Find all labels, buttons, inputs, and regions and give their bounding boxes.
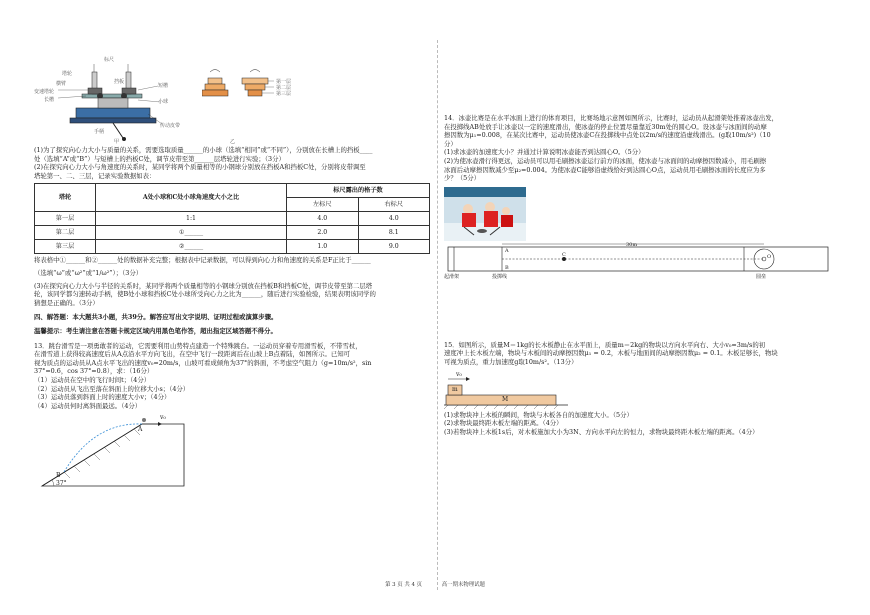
q12-line5: 将表格中①______和②______处的数据补充完整；根据表中记录数据，可以得到向心力和角速度的关系是F正比于______ — [34, 256, 371, 265]
table-cell: 4.0 — [358, 212, 430, 226]
q14-sub2a: (2)为使冰壶滑行得更远，运动员可以用毛刷擦冰壶运行前方的冰面，使冰壶与冰面间的动摩擦因数减小，用毛刷擦 — [444, 156, 767, 165]
track-label-A: A — [505, 247, 509, 254]
track-label-B: B — [505, 264, 509, 271]
table-header-right: 右标尺 — [358, 198, 430, 212]
q15-line2: 速度冲上长木板左端，物块与木板间的动摩擦因数μ₁ = 0.2，木板与地面间的动摩擦因数μ₂ = 0.1。木板足够长，物块 — [444, 349, 778, 358]
figure-label-biaochi: 标尺 — [104, 57, 115, 63]
board-label-M: M — [502, 395, 509, 403]
q14-line4: 分） — [444, 139, 457, 148]
curling-track-figure — [444, 241, 840, 281]
q12-line8: 轮，该同学都匀速转动手柄，使B处小球和挡板C处小球所受向心力之比为______，随后进行实验检验，结果表明该同学的 — [34, 290, 376, 299]
q13-sub3: （3）运动员落到斜面上时的速度大小v；（4分） — [34, 393, 171, 402]
tower-label-2: 第二层 — [276, 85, 292, 91]
q12-line9: 猜想是正确的。（3分） — [34, 298, 99, 307]
figure-label-duancao: 短槽 — [158, 83, 169, 89]
footer-page-number: 第 3 页 共 4 页 — [385, 582, 423, 588]
q13-sub1: （1）运动员在空中的飞行时间t；（4分） — [34, 375, 151, 384]
q13-sub2: （2）运动员从飞出至落在斜面上的位移大小s；（4分） — [34, 384, 190, 393]
figure-label-changcao: 长槽 — [44, 97, 55, 103]
table-header-row — [35, 184, 430, 198]
q12-figures — [34, 50, 430, 146]
figure-label-shoubing: 手柄 — [94, 129, 105, 135]
page-footer — [0, 580, 870, 588]
q14-line3: 擦因数为μ₁=0.008，在某次比赛中，运动员使冰壶C在投掷线中点处以2m/s的速度沿虚线滑出。(g取10m/s²)（10 — [444, 131, 771, 140]
figure-label-chuandong-pidai: 传动皮带 — [160, 123, 181, 129]
q14-line1: 14．冰壶比赛是在水平冰面上进行的体育项目，比赛场地示意图如图所示，比赛时，运动员从起滑架处推着冰壶出发， — [444, 114, 779, 122]
section4-notice: 温馨提示：考生请注意在答题卡规定区域内用黑色笔作答，超出指定区域答题不得分。 — [34, 326, 277, 335]
q12-line3: (2)在探究向心力大小与角速度的关系时，某同学将两个质量相等的小钢球分别放在挡板A和挡板C处，分别将皮带调至 — [34, 163, 366, 172]
q13-line3: 视为质点的运动员从A点水平飞出的速度v₀=20m/s，山坡可看成倾角为37°的斜面，不考虑空气阻力（g=10m/s²，sin — [34, 358, 372, 367]
board-label-m: m — [452, 385, 458, 393]
board-block-figure — [444, 371, 840, 411]
ski-label-v0: v₀ — [160, 414, 166, 422]
table-cell: 第一层 — [35, 212, 96, 226]
q12-line1: (1)为了探究向心力大小与质量的关系，需要选取质量______的小球（选填“相同”或“不同”），分别放在长槽上的挡板____ — [34, 146, 373, 154]
tower-label-1: 第一层 — [276, 79, 292, 85]
q12-data-table — [34, 183, 430, 254]
table-row — [35, 212, 430, 226]
table-cell: 第二层 — [35, 226, 96, 240]
q13-line2: 在滑雪道上获得较高速度后从A点沿水平方向飞出，在空中飞行一段距离后在山坡上B点着陆，如图所示。已知可 — [34, 350, 351, 359]
q12-line4: 塔轮第一、二、三层，记录实验数据如表： — [34, 171, 156, 180]
table-cell: 9.0 — [358, 240, 430, 254]
track-label-start: 起滑架 — [444, 273, 460, 280]
q13-line4: 37°=0.6，cos 37°=0.8），求：（16分） — [34, 367, 154, 376]
figure-label-hengbi: 横臂 — [56, 81, 67, 87]
section4-title: 四、解答题：本大题共3小题，共39分。解答应写出文字说明、证明过程或演算步骤。 — [34, 313, 278, 322]
table-cell: ①______ — [96, 226, 287, 240]
table-header-tier: 塔轮 — [35, 184, 96, 212]
ski-jump-figure — [34, 414, 430, 492]
table-header-ratio: A处小球和C处小球角速度大小之比 — [96, 184, 287, 212]
table-cell: 第三层 — [35, 240, 96, 254]
table-cell: 2.0 — [287, 226, 359, 240]
ski-label-B: B — [56, 472, 61, 480]
figure-label-xiaoqiu: 小球 — [158, 99, 169, 105]
board-block-diagram — [444, 371, 574, 411]
q15-line3: 可视为质点，重力加速度g取10m/s²。（13分） — [444, 357, 578, 366]
q15-line1: 15．如图所示，质量M＝1kg的长木板静止在水平面上，质量m＝2kg的物块以方向水平向右、大小v₀=3m/s的初 — [444, 340, 766, 349]
board-label-v0: v₀ — [456, 370, 462, 378]
footer-exam-title: 高一期末物理试题 — [441, 582, 485, 588]
q14-line2: 在投掷线AB处放手让冰壶以一定的速度滑出，使冰壶的停止位置尽量靠近30m处的圆心O。设冰壶与冰面间的动摩 — [444, 122, 767, 131]
left-column — [34, 50, 430, 492]
column-divider — [437, 40, 438, 590]
table-header-group: 标尺露出的格子数 — [287, 184, 430, 198]
ski-label-angle: 37° — [56, 480, 67, 488]
table-cell: 1:1 — [96, 212, 287, 226]
right-column — [444, 114, 840, 436]
table-cell: 1.0 — [287, 240, 359, 254]
q14-sub2c: 少？（5分） — [444, 174, 481, 183]
q12-line6: （选填“ω”或“ω²”或“1/ω²”）；（3分） — [34, 268, 143, 277]
q12-line2: 处（选填“A”或“B”）与短槽上的挡板C处，调节皮带至第______层塔轮进行实验；（3分） — [34, 154, 285, 163]
q14-sub1: (1)求冰壶的加速度大小？并通过计算说明冰壶能否到达圆心O。（5分） — [444, 148, 645, 157]
q15-sub3: (3)若物块冲上木板1s后，对木板施加大小为3N、方向水平向左的恒力，求物块最终距木板左端的距离。（4分） — [444, 427, 759, 436]
table-row — [35, 226, 430, 240]
q13-sub4: （4）运动员何时离斜面最远。（4分） — [34, 401, 142, 410]
table-header-left: 左标尺 — [287, 198, 359, 212]
track-label-30m: 30m — [626, 241, 638, 248]
q14-sub2b: 冰面后动摩擦因数减少至μ₂=0.004。为使冰壶C能够沿虚线恰好到达圆心O点，运动员用毛刷擦冰面的长度应为多 — [444, 165, 766, 174]
curling-photo — [444, 187, 526, 241]
curling-photo-image — [444, 187, 526, 241]
track-label-C: C — [562, 251, 566, 258]
q12-line7: (3)在探究向心力大小与半径的关系时，某同学将两个质量相等的小钢球分别放在挡板B和挡板C处，调节皮带至第二层塔 — [34, 281, 373, 290]
figure-label-jia: 甲 — [114, 139, 120, 145]
tower-pulley-figure — [202, 64, 292, 144]
q15-sub2: (2)求物块最终距木板左端的距离。（4分） — [444, 419, 563, 428]
track-label-house: 圆垒 — [756, 273, 767, 280]
q13-line1: 13．跳台滑雪是一项勇敢者的运动，它需要利用山势特点建造一个特殊跳台。一运动员穿着专用滑雪板，不带雪杖， — [34, 341, 362, 350]
tower-label-3: 第三层 — [276, 91, 292, 97]
table-cell: 4.0 — [287, 212, 359, 226]
track-label-throw-line: 投掷线 — [492, 273, 508, 280]
q15-sub1: (1)求物块冲上木板的瞬间，物块与木板各自的加速度大小。（5分） — [444, 410, 633, 419]
table-row — [35, 240, 430, 254]
figure-label-talun: 塔轮 — [62, 71, 73, 77]
ski-label-A: A — [138, 426, 143, 434]
table-cell: 8.1 — [358, 226, 430, 240]
figure-label-biansu-talun: 变速塔轮 — [34, 89, 55, 95]
table-cell: ②______ — [96, 240, 287, 254]
track-label-O: O — [767, 253, 772, 260]
figure-label-dangban: 挡板 — [114, 79, 125, 85]
figure-label-yi: 乙 — [230, 139, 236, 145]
